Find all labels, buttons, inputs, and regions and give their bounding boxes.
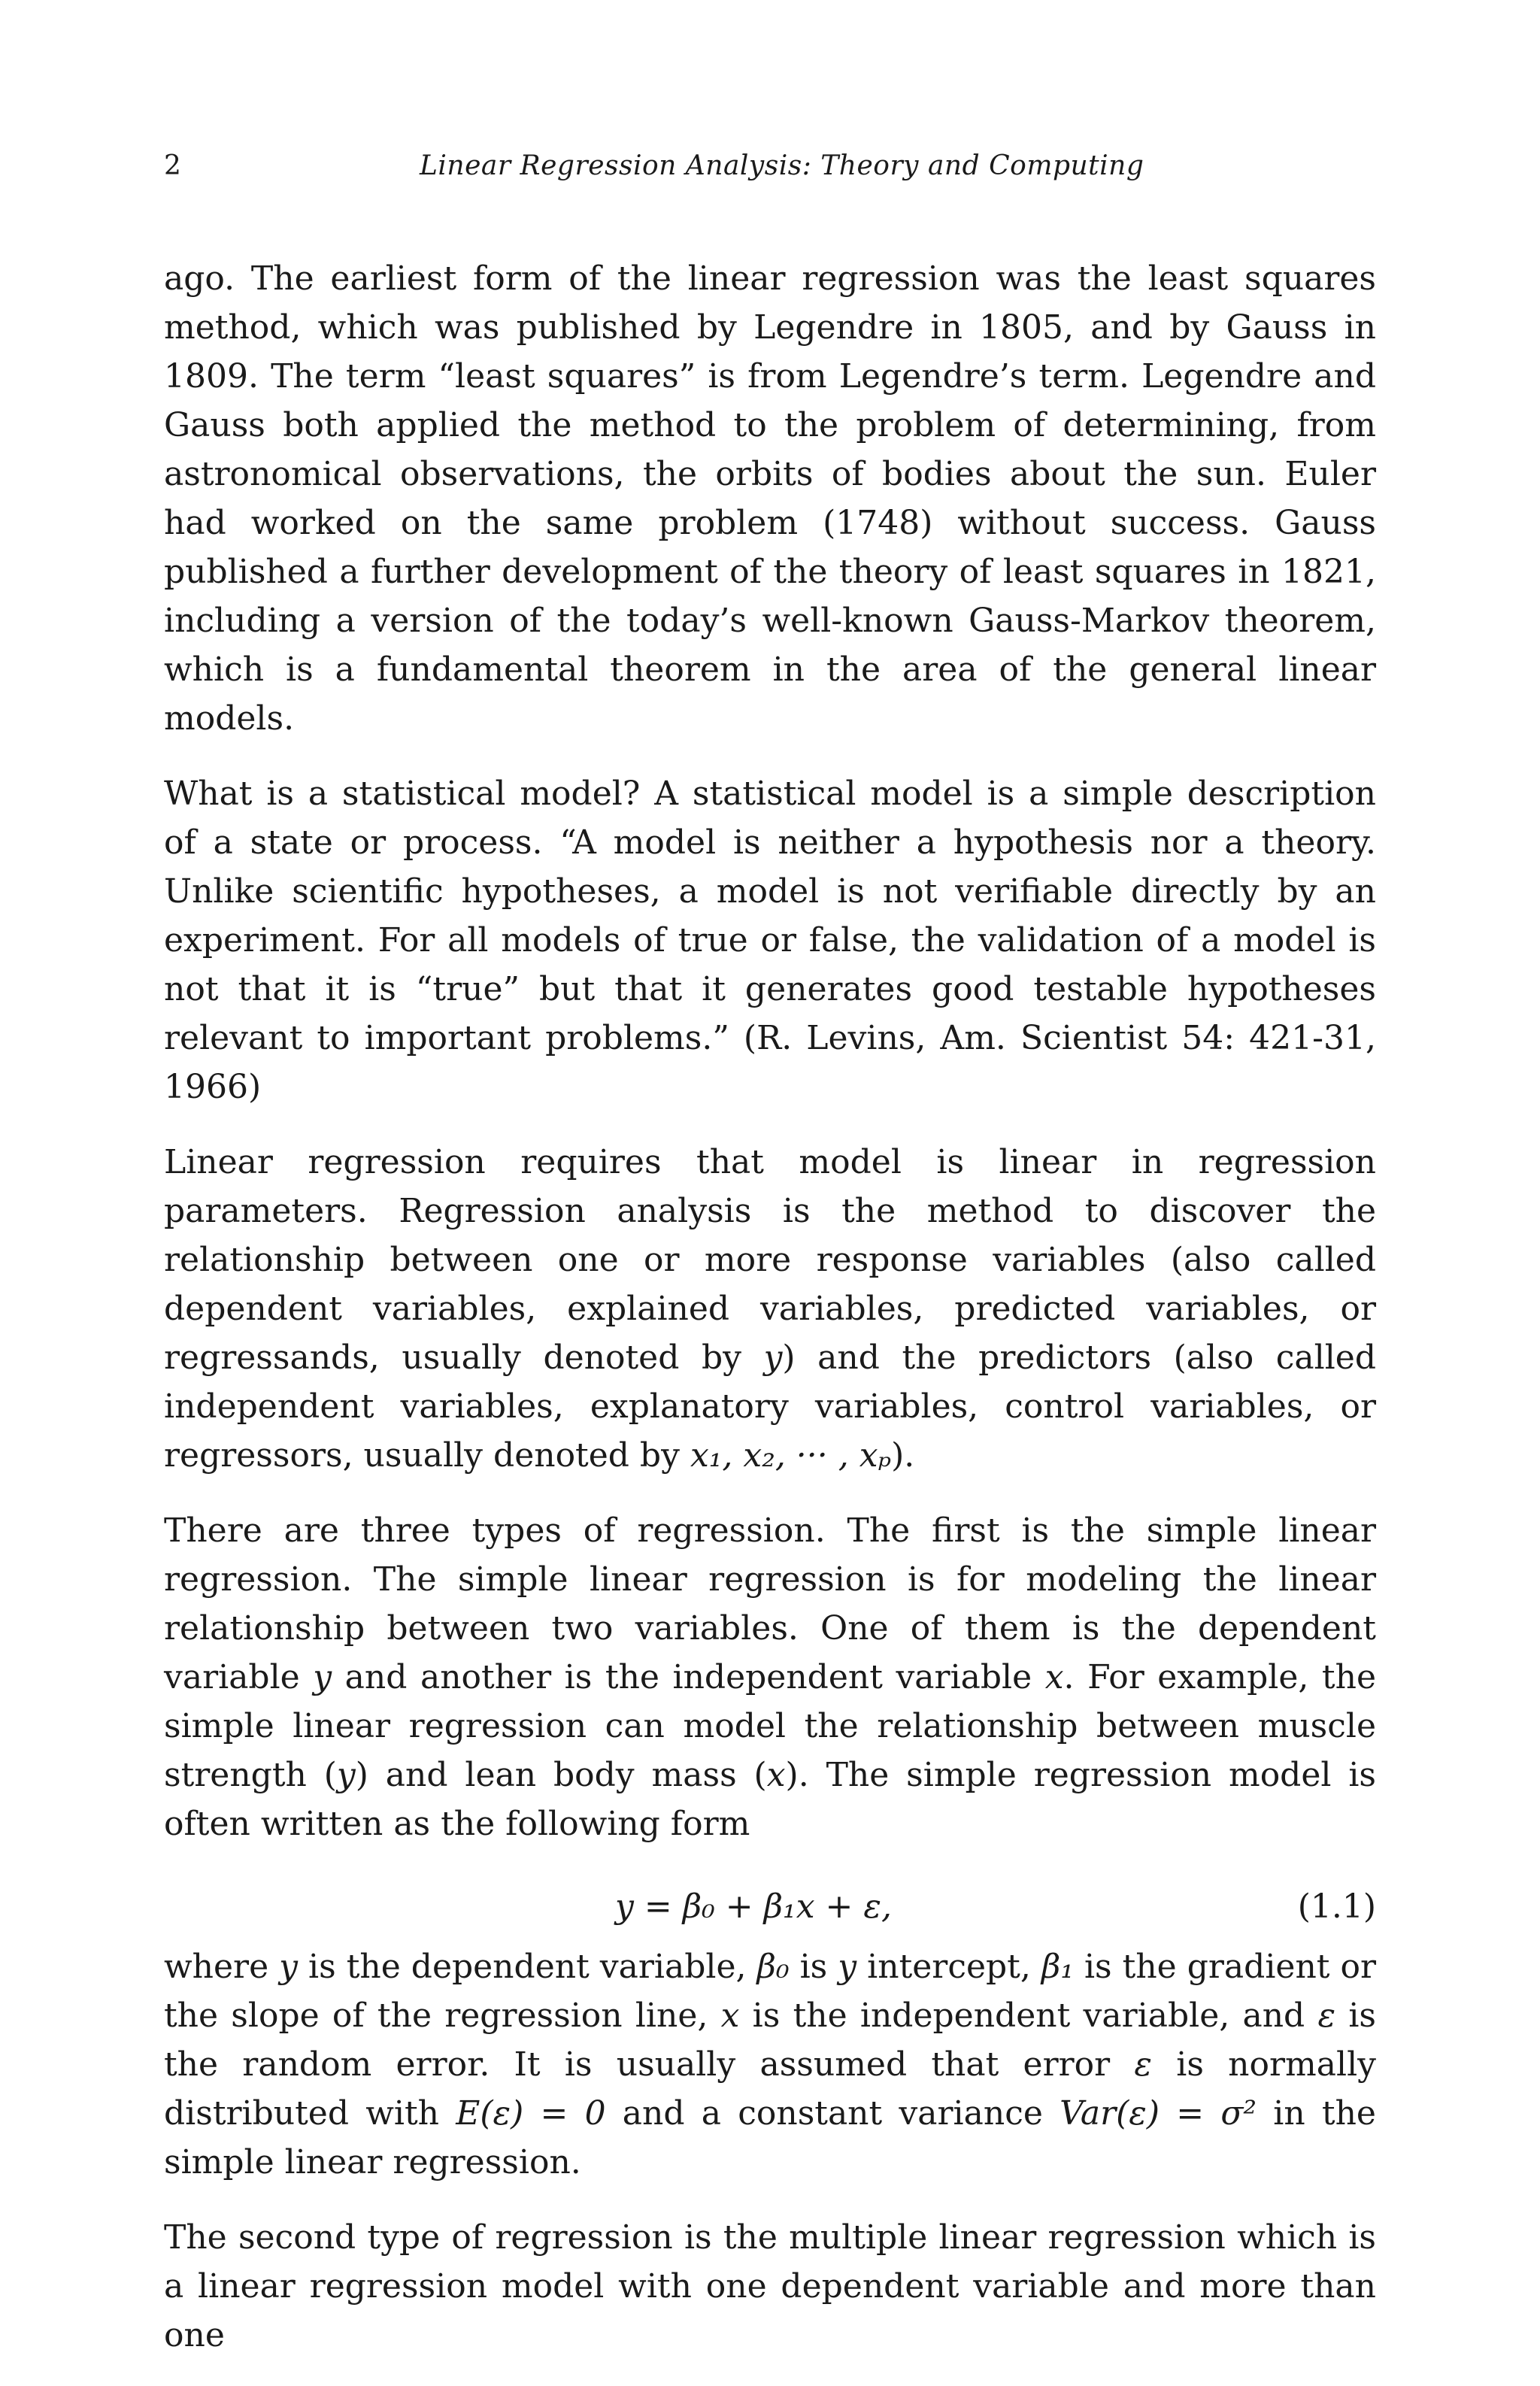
math-epsilon: ε <box>1317 1996 1336 2035</box>
text-segment: and another is the independent variable <box>332 1658 1045 1696</box>
math-x: x <box>1044 1658 1064 1696</box>
text-segment: ). <box>891 1436 915 1475</box>
text-segment: Linear regression requires that model is linear in regression parameters. Regression analysis is the method to discover the relationship between one or more response variables (also called dependent variables, explained variables, predicted variables, or regressands, usually denoted by <box>164 1143 1376 1377</box>
text-segment: There are three types of regression. The first is the simple linear regression. The simple linear regression is for modeling the linear relationship between two variables. One of them is the dependent variable <box>164 1511 1376 1696</box>
math-beta1: β₁ <box>1041 1948 1074 1986</box>
math-y: y <box>763 1339 783 1377</box>
text-segment: is the independent variable, and <box>739 1996 1318 2035</box>
page-header <box>164 150 1376 196</box>
text-segment: where <box>164 1948 280 1986</box>
math-expectation: E(ε) = 0 <box>456 2094 606 2133</box>
equation-1-1 <box>164 1882 1376 1931</box>
text-segment: ). The simple regression model is often written as the following form <box>164 1756 1376 1843</box>
equation-expression: y = β₀ + β₁x + ε, <box>615 1887 892 1926</box>
equation-number: (1.1) <box>1297 1887 1376 1926</box>
text-segment: and a constant variance <box>605 2094 1060 2133</box>
text-segment: is the gradient or the slope of the regression line, <box>164 1948 1377 2035</box>
page-number: 2 <box>164 150 181 181</box>
text-segment: . For example, the simple linear regression can model the relationship between muscle strength ( <box>164 1658 1376 1794</box>
paragraph-linear-regression <box>164 1138 1376 1480</box>
math-y: y <box>838 1948 857 1986</box>
text-segment: is normally distributed with <box>164 2045 1376 2133</box>
math-x: x <box>720 1996 740 2035</box>
text-segment: is <box>789 1948 838 1986</box>
text-segment: in the simple linear regression. <box>164 2094 1376 2181</box>
math-y: y <box>336 1756 356 1794</box>
running-title: Linear Regression Analysis: Theory and Computing <box>420 150 1144 181</box>
paragraph-history: ago. The earliest form of the linear regression was the least squares method, which was published by Legendre in 1805, and by Gauss in 1809. The term “least squares” is from Legendre’s term. Legendre and Gauss both applied the method to the problem of determining, from astronomical observations, the orbits of bodies about the sun. Euler had worked on the same problem (1748) without success. Gauss published a further development of the theory of least squares in 1821, including a version of the today’s well-known Gauss-Markov theorem, which is a fundamental theorem in the area of the general linear models. <box>164 259 1376 738</box>
math-x: x <box>766 1756 786 1794</box>
paragraph-regression-types <box>164 1506 1376 1848</box>
text-segment: is the dependent variable, <box>298 1948 757 1986</box>
text-segment: ) and the predictors (also called independent variables, explanatory variables, control variables, or regressors, usually denoted by <box>164 1339 1376 1475</box>
text-segment: is the random error. It is usually assumed that error <box>164 1996 1376 2084</box>
math-y: y <box>279 1948 298 1986</box>
text-segment: intercept, <box>856 1948 1041 1986</box>
paragraph-statistical-model: What is a statistical model? A statistical model is a simple description of a state or process. “A model is neither a hypothesis nor a theory. Unlike scientific hypotheses, a model is not verifiable directly by an experiment. For all models of true or false, the validation of a model is not that it is “true” but that it generates good testable hypotheses relevant to important problems.” (R. Levins, Am. Scientist 54: 421-31, 1966) <box>164 775 1376 1106</box>
text-segment: ) and lean body mass ( <box>355 1756 767 1794</box>
math-variance: Var(ε) = σ² <box>1060 2094 1257 2133</box>
math-y: y <box>313 1658 332 1696</box>
math-predictors: x₁, x₂, ··· , xₚ <box>690 1436 892 1475</box>
paragraph-model-terms <box>164 1942 1376 2187</box>
math-epsilon: ε <box>1134 2045 1153 2084</box>
paragraph-multiple-regression: The second type of regression is the multiple linear regression which is a linear regression model with one dependent variable and more than one <box>164 2218 1376 2354</box>
math-beta0: β₀ <box>756 1948 790 1986</box>
body-text <box>164 254 1376 2386</box>
